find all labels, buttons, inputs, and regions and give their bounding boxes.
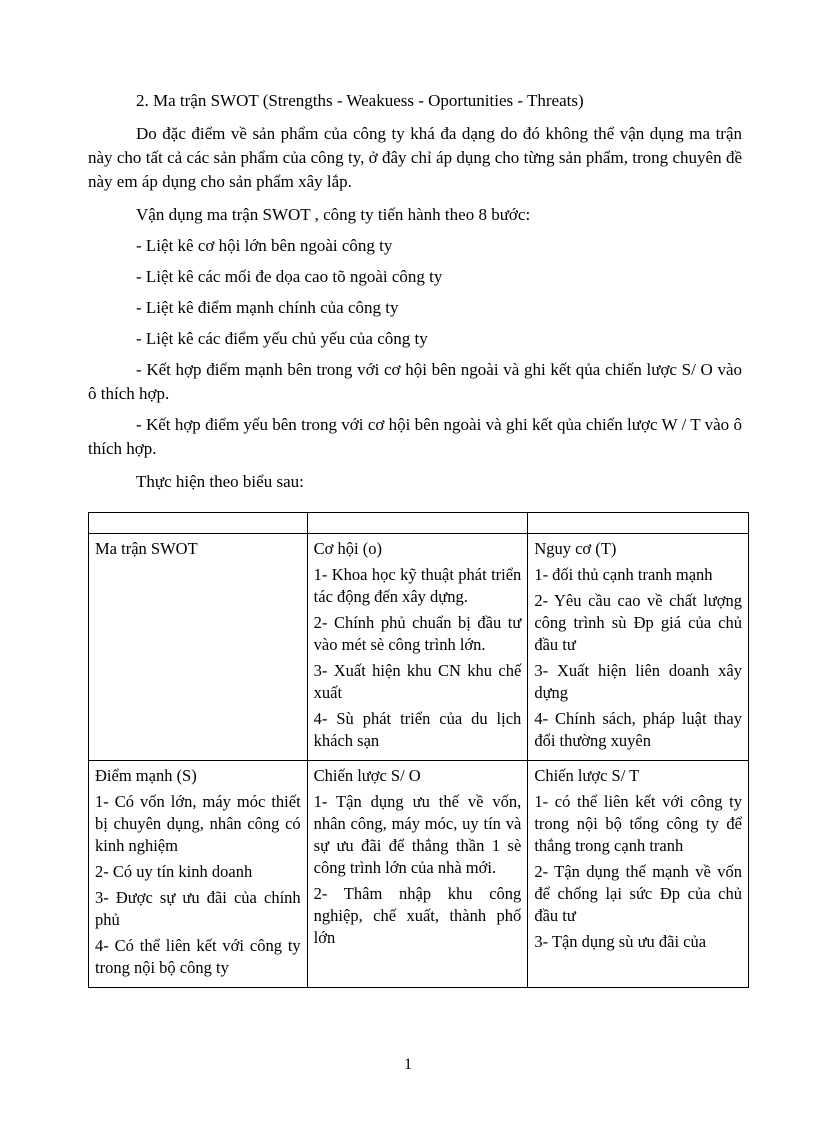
threat-item: 3- Xuất hiện liên doanh xây dựng [534,661,742,702]
so-strategy-item: 1- Tận dụng ưu thế về vốn, nhân công, máy móc, uy tín và sự ưu đãi để thắng thần 1 sè công trình lớn của nhà mới. [313,792,522,877]
threat-item: 2- Yêu cầu cao về chất lượng công trình sù Đp giá của chủ đầu tư [534,591,742,654]
paragraph-steps-intro: Vận dụng ma trận SWOT , công ty tiến hành theo 8 bước: [136,205,531,224]
st-strategy-item: 2- Tận dụng thế mạnh về vốn để chống lại sức Đp của chủ đầu tư [534,862,742,925]
table-cell [528,513,749,534]
step-item: - Liệt kê các điểm yếu chủ yếu của công ty [136,329,428,348]
strength-item: 3- Được sự ưu đãi của chính phủ [95,888,301,929]
opportunity-item: 4- Sù phát triển của du lịch khách sạn [313,709,522,750]
st-strategy-item: 3- Tận dụng sù ưu đãi của [534,932,707,951]
step-item: - Liệt kê các mối đe dọa cao tõ ngoài công ty [136,267,443,286]
paragraph-table-intro: Thực hiện theo biểu sau: [136,472,304,491]
intro-text [88,122,742,494]
step-item: - Kết hợp điểm yếu bên trong với cơ hội bên ngoài và ghi kết qủa chiến lược W / T vào ô thích hợp. [88,415,742,458]
opportunities-title: Cơ hội (o) [313,539,382,558]
swot-table [88,512,749,988]
step-item: - Liệt kê điểm mạnh chính của công ty [136,298,399,317]
table-cell [528,534,749,761]
opportunity-item: 3- Xuất hiện khu CN khu chế xuất [313,661,522,702]
table-row [89,513,749,534]
page-number: 1 [404,1056,412,1073]
paragraph-intro: Do đặc điểm về sản phẩm của công ty khá đa dạng do đó không thể vận dụng ma trận này cho tất cả các sản phẩm của công ty, ở đây chỉ áp dụng cho từng sản phẩm, trong chuyên đề này em áp dụng cho sản phẩm xây lắp. [88,124,742,191]
table-cell [89,513,308,534]
step-item: - Kết hợp điểm mạnh bên trong với cơ hội bên ngoài và ghi kết qủa chiến lược S/ O vào ô thích hợp. [88,360,742,403]
table-row [89,761,749,988]
table-cell [89,534,308,761]
section-heading: 2. Ma trận SWOT (Strengths - Weakuess - Oportunities - Threats) [136,91,584,110]
threats-title: Nguy cơ (T) [534,539,617,558]
opportunity-item: 1- Khoa học kỹ thuật phát triển tác động đến xây dựng. [313,565,522,606]
st-strategy-title: Chiến lược S/ T [534,766,640,785]
table-cell [307,513,528,534]
table-cell [528,761,749,988]
strength-item: 2- Có uy tín kinh doanh [95,862,253,881]
so-strategy-title: Chiến lược S/ O [313,766,421,785]
swot-matrix-label: Ma trận SWOT [95,539,198,558]
table-row [89,534,749,761]
so-strategy-item: 2- Thâm nhập khu công nghiệp, chế xuất, thành phố lớn [313,884,522,947]
strength-item: 4- Có thể liên kết với công ty trong nội bộ công ty [95,936,301,977]
strengths-title: Điểm mạnh (S) [95,766,197,785]
step-item: - Liệt kê cơ hội lớn bên ngoài công ty [136,236,393,255]
opportunity-item: 2- Chính phủ chuẩn bị đầu tư vào mét sè công trình lớn. [313,613,522,654]
threat-item: 1- đối thủ cạnh tranh mạnh [534,565,713,584]
table-cell [307,534,528,761]
threat-item: 4- Chính sách, pháp luật thay đổi thường xuyên [534,709,742,750]
st-strategy-item: 1- có thể liên kết với công ty trong nội bộ tổng công ty để thắng trong cạnh tranh [534,792,742,855]
table-cell [307,761,528,988]
table-cell [89,761,308,988]
strength-item: 1- Có vốn lớn, máy móc thiết bị chuyên dụng, nhân công có kinh nghiệm [95,792,301,855]
